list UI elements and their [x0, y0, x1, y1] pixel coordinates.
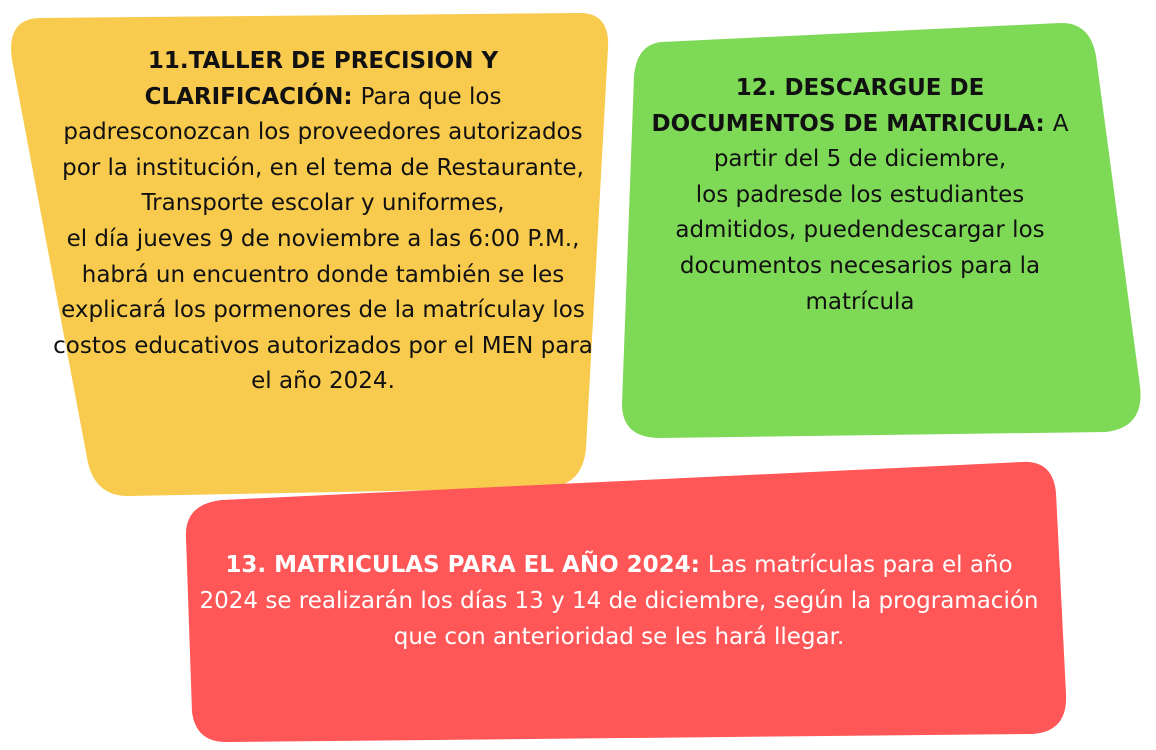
card-13-text-1: Las matrículas para el año 2024 se realizarán los días 13 y 14 de diciembre, según la programación que con anterioridad se les hará llegar.	[199, 552, 1039, 650]
card-12-text-1: A partir del 5 de diciembre,	[713, 110, 1069, 173]
card-taller-precision	[50, 44, 596, 400]
card-matriculas-2024	[196, 547, 1042, 655]
card-11-title: 11.TALLER DE PRECISION Y CLARIFICACIÓN:	[144, 48, 499, 110]
card-descargue-documentos	[640, 71, 1080, 320]
card-11-text-1: Para que los padresconozcan los proveedores autorizados por la institución, en el tema de Restaurante, Transporte escolar y uniformes,	[62, 83, 584, 217]
card-13-title: 13. MATRICULAS PARA EL AÑO 2024:	[225, 552, 708, 578]
card-12-title: 12. DESCARGUE DE DOCUMENTOS DE MATRICULA:	[651, 75, 1053, 137]
card-12-text-2: los padresde los estudiantes admitidos, puedendescargar los documentos necesarios para la matrícula	[675, 181, 1045, 315]
card-11-text-2: el día jueves 9 de noviembre a las 6:00 P.M., habrá un encuentro donde también se les explicará los pormenores de la matrículay los costos educativos autorizados por el MEN para el año 2024.	[53, 225, 593, 395]
